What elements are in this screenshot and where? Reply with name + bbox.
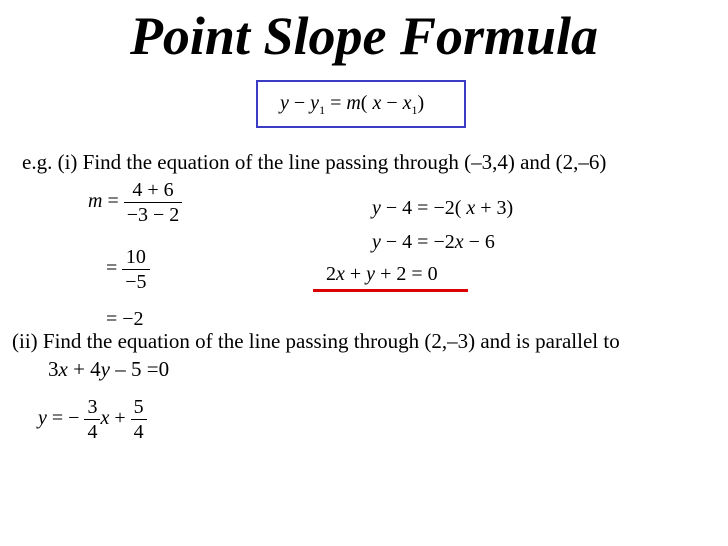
eq2-y: y <box>100 357 110 381</box>
work-line1 <box>372 197 513 220</box>
answer-underline <box>313 289 468 292</box>
ans2-fraction2 <box>131 395 147 444</box>
example1-prompt: e.g. (i) Find the equation of the line passing through (–3,4) and (2,–6) <box>22 150 607 174</box>
work-line2 <box>372 231 495 254</box>
point-slope-formula <box>280 92 424 118</box>
work1-rest: − 4 = −2( <box>380 197 467 219</box>
example2-prompt: (ii) Find the equation of the line passing through (2,–3) and is parallel to <box>12 329 620 353</box>
formula-minus: − <box>288 92 311 114</box>
formula-rparen: ) <box>417 92 425 114</box>
formula-y: y <box>280 92 289 114</box>
work1-x: x <box>466 197 476 219</box>
work2-y: y <box>372 231 381 253</box>
slope-line2 <box>106 245 150 294</box>
example2-equation <box>48 357 169 382</box>
slope-m: m <box>88 190 103 213</box>
formula-lparen: ( <box>360 92 373 114</box>
fraction2-denominator: −5 <box>122 269 149 294</box>
work1-end: + 3) <box>475 197 514 219</box>
slope-fraction2 <box>122 245 149 294</box>
fraction2-numerator: 10 <box>125 246 146 268</box>
formula-sub1: 1 <box>319 103 326 117</box>
formula-minus2: − <box>381 92 403 114</box>
slope-equals2: = <box>106 257 118 280</box>
work2-x: x <box>454 231 464 253</box>
fraction1-denominator: −3 − 2 <box>124 202 183 227</box>
formula-y1: y <box>310 92 320 114</box>
formula-x: x <box>372 92 382 114</box>
eq2-mid: + 4 <box>67 357 101 381</box>
slope-fraction1 <box>124 178 183 227</box>
ans2-eq: = − <box>46 407 85 430</box>
page-title: Point Slope Formula <box>129 6 599 66</box>
slope-equals1: = <box>107 190 119 213</box>
answer-x: x <box>336 263 345 285</box>
eq2-coef: 3 <box>48 357 59 381</box>
formula-m: m <box>346 92 361 114</box>
eq2-x: x <box>58 357 68 381</box>
answer-coef: 2 <box>326 263 336 285</box>
ans2-fraction1 <box>84 395 100 444</box>
formula-x1: x <box>402 92 412 114</box>
answer-y: y <box>366 263 376 285</box>
slope-line1 <box>88 178 182 227</box>
slope-line3: = −2 <box>106 308 144 330</box>
ans2-den2: 4 <box>131 419 147 444</box>
work2-rest: − 4 = −2 <box>380 231 455 253</box>
work1-y: y <box>372 197 381 219</box>
ans2-num2: 5 <box>133 396 144 418</box>
fraction1-numerator: 4 + 6 <box>132 179 174 201</box>
answer-plus: + <box>344 263 367 285</box>
formula-equals: = <box>325 92 347 114</box>
ans2-plus: + <box>109 407 131 430</box>
example2-answer <box>38 395 147 444</box>
answer-end: + 2 = 0 <box>375 263 438 285</box>
ans2-x: x <box>100 407 110 430</box>
formula-sub2: 1 <box>411 103 418 117</box>
example1-answer <box>326 263 438 286</box>
eq2-end: – 5 =0 <box>110 357 170 381</box>
ans2-den1: 4 <box>84 419 100 444</box>
ans2-y: y <box>38 407 47 430</box>
work2-end: − 6 <box>463 231 495 253</box>
ans2-num1: 3 <box>87 396 98 418</box>
